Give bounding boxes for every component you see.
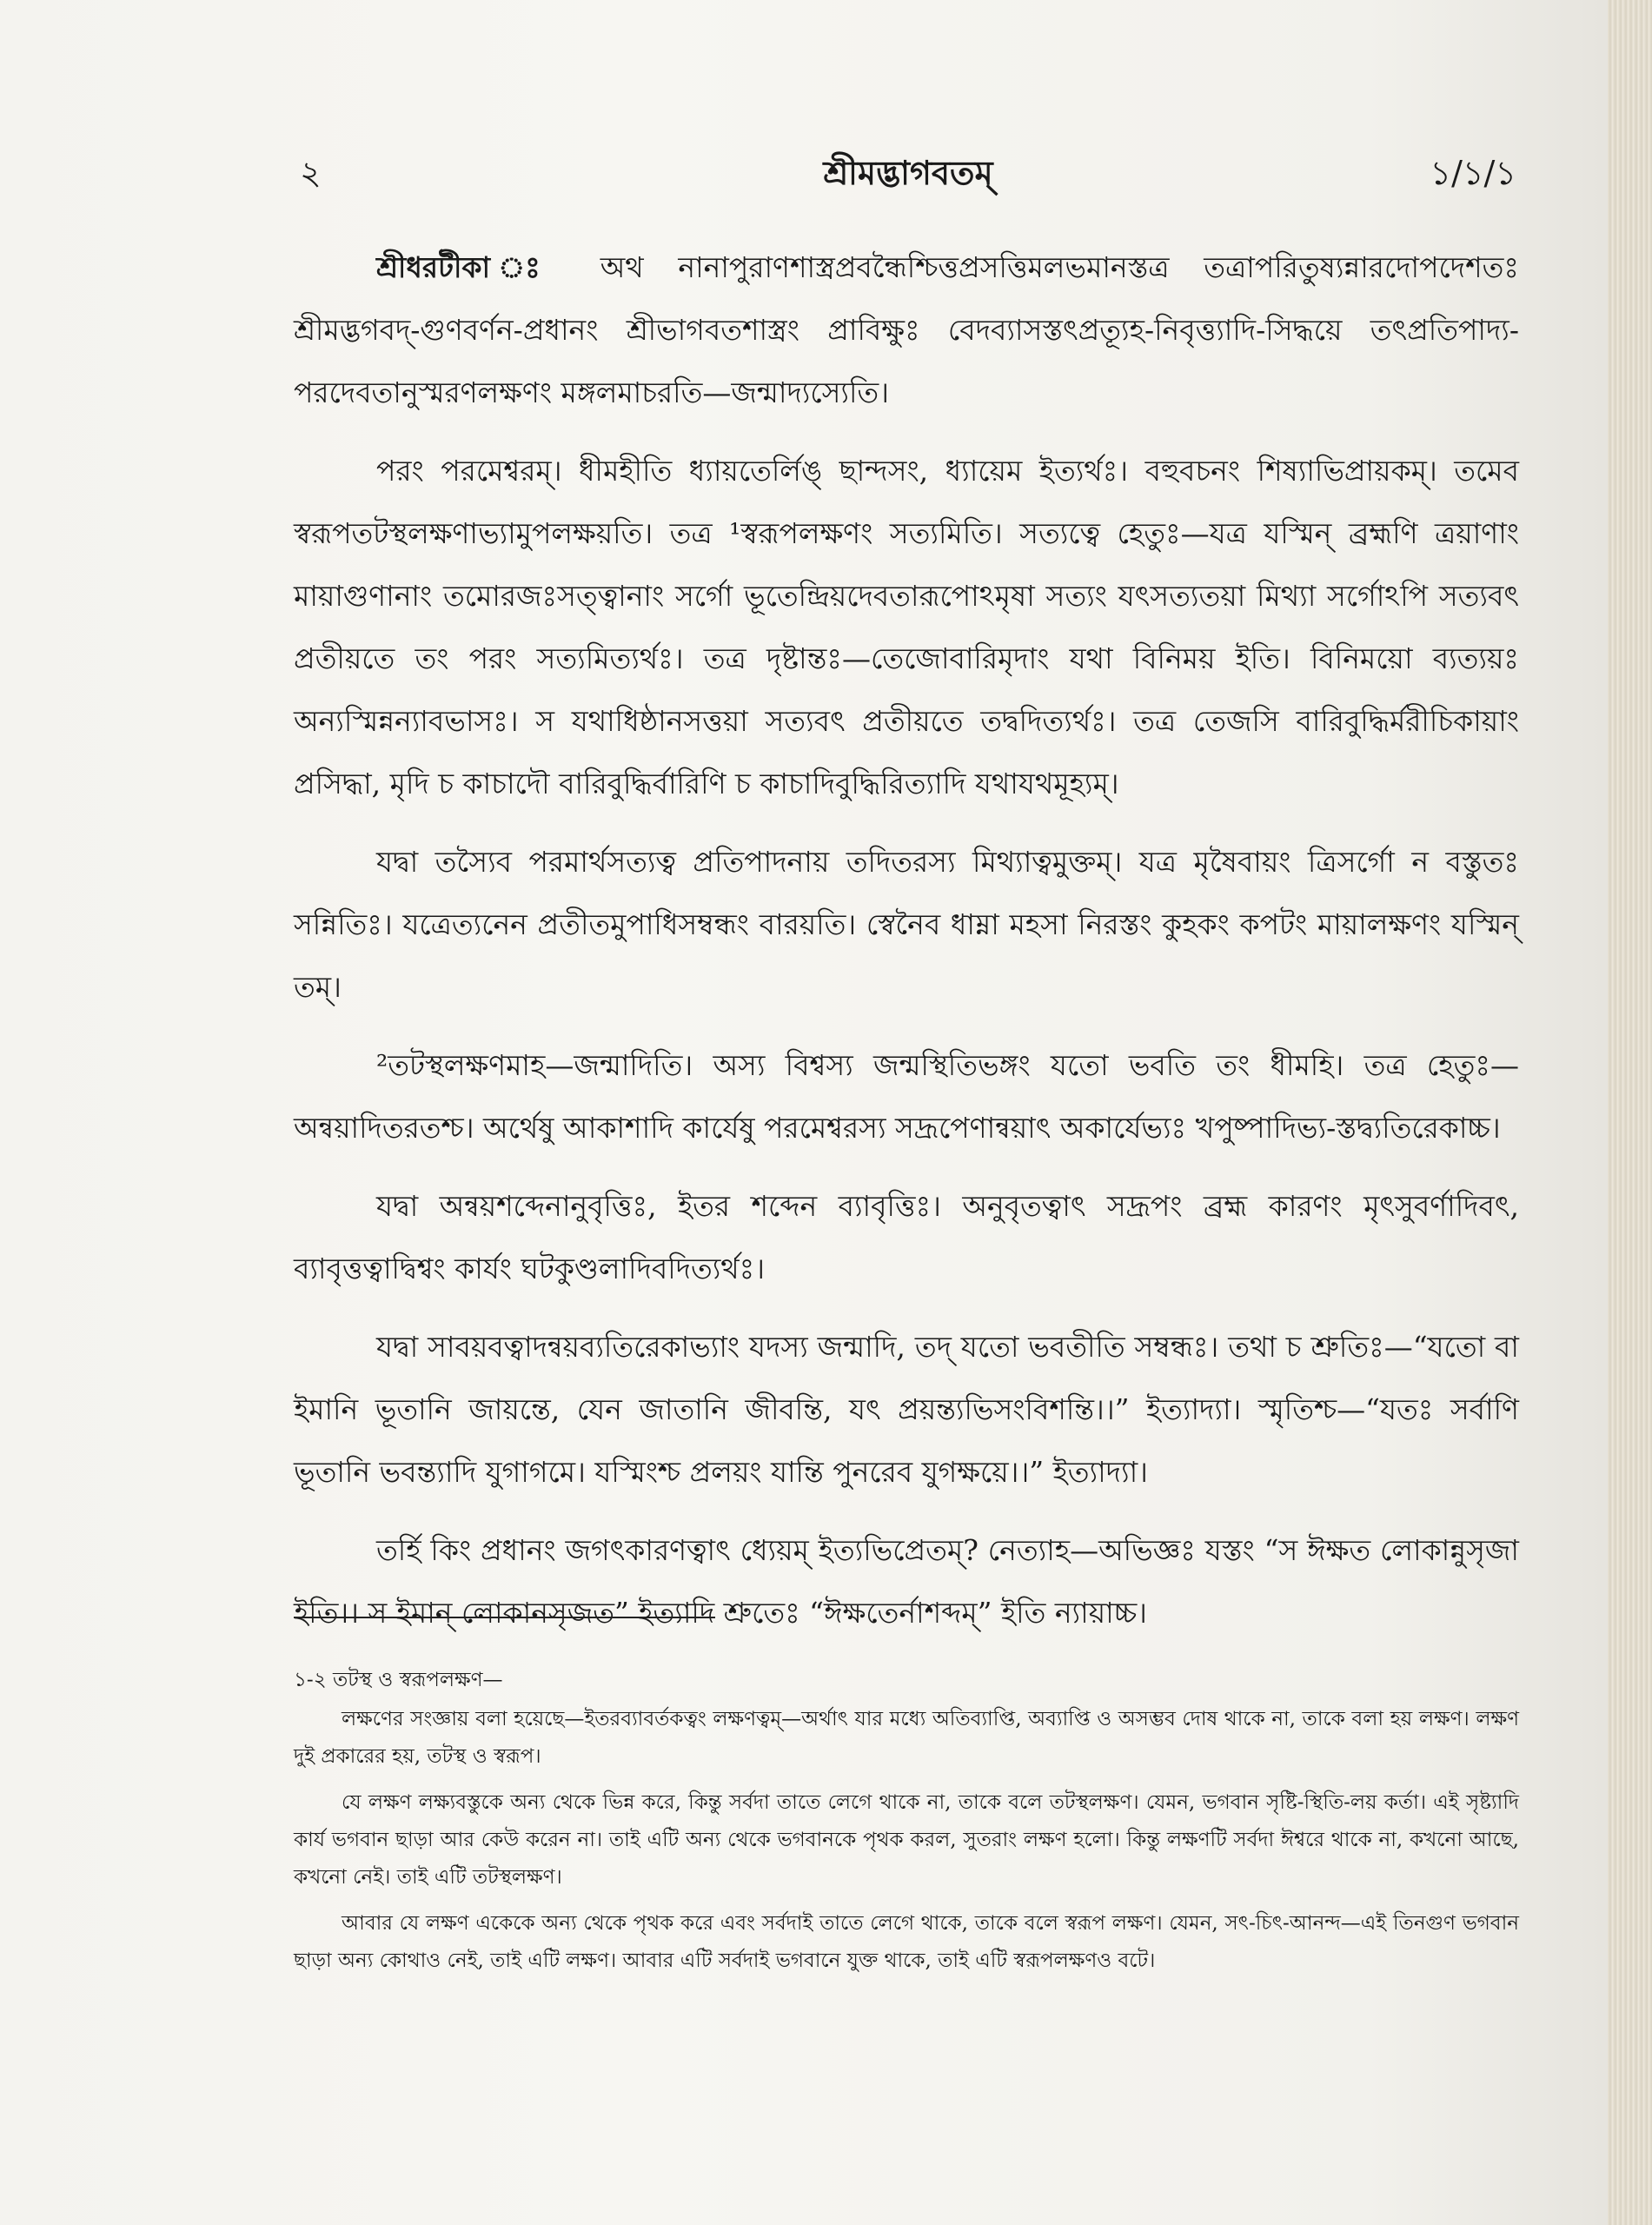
page-header — [300, 148, 1516, 200]
commentary-paragraph — [294, 236, 1519, 424]
commentary-body — [294, 236, 1519, 1660]
commentary-paragraph: যদ্বা অন্বয়শব্দেনানুবৃত্তিঃ, ইতর শব্দেন ব্যাবৃত্তিঃ। অনুবৃতত্বাৎ সদ্রূপং ব্রহ্ম কারণং মৃৎসুবর্ণাদিবৎ, ব্যাবৃত্তত্বাদ্বিশ্বং কার্যং ঘটকুণ্ডলাদিবদিত্যর্থঃ। — [294, 1189, 1519, 1285]
page-stack-edge — [1608, 0, 1652, 2225]
commentary-label: শ্রীধরটীকা ঃ — [376, 250, 566, 284]
commentary-text: অথ নানাপুরাণশাস্ত্রপ্রবন্ধৈশ্চিত্তপ্রসত্তিমলভমানস্তত্র তত্রাপরিতুষ্যন্নারদোপদেশতঃ শ্রীমদ্ভগবদ্-গুণবর্ণন-প্রধানং শ্রীভাগবতশাস্ত্রং প্রাবিক্ষুঃ বেদব্যাসস্তৎপ্রত্যূহ-নিবৃত্ত্যাদি-সিদ্ধয়ে তৎপ্রতিপাদ্য-পরদেবতানুস্মরণলক্ষণং মঙ্গলমাচরতি—জন্মাদ্যস্যেতি। — [294, 250, 1519, 409]
footnote-divider — [294, 1617, 715, 1618]
commentary-paragraph: পরং পরমেশ্বরম্। ধীমহীতি ধ্যায়তের্লিঙ্ ছান্দসং, ধ্যায়েম ইত্যর্থঃ। বহুবচনং শিষ্যাভিপ্রায়কম্। তমেব স্বরূপতটস্থলক্ষণাভ্যামুপলক্ষয়তি। তত্র ¹স্বরূপলক্ষণং সত্যমিতি। সত্যত্বে হেতুঃ—যত্র যস্মিন্ ব্রহ্মণি ত্রয়াণাং মায়াগুণানাং তমোরজঃসত্ত্বানাং সর্গো ভূতেন্দ্রিয়দেবতারূপোঽমৃষা সত্যং যৎসত্যতয়া মিথ্যা সর্গোঽপি সত্যবৎ প্রতীয়তে তং পরং সত্যমিত্যর্থঃ। তত্র দৃষ্টান্তঃ—তেজোবারিমৃদাং যথা বিনিময় ইতি। বিনিময়ো ব্যত্যয়ঃ অন্যস্মিন্নন্যাবভাসঃ। স যথাধিষ্ঠানসত্তয়া সত্যবৎ প্রতীয়তে তদ্বদিত্যর্থঃ। তত্র তেজসি বারিবুদ্ধির্মরীচিকায়াং প্রসিদ্ধা, মৃদি চ কাচাদৌ বারিবুদ্ধির্বারিণি চ কাচাদিবুদ্ধিরিত্যাদি যথাযথমূহ্যম্। — [294, 454, 1519, 800]
page-number: ২ — [300, 154, 322, 192]
commentary-paragraph: তর্হি কিং প্রধানং জগৎকারণত্বাৎ ধ্যেয়ম্ ইত্যভিপ্রেতম্? নেত্যাহ—অভিজ্ঞঃ যস্তং “স ঈক্ষত লোকান্নুসৃজা ইতি।। স ইমান্ লোকানসৃজত” ইত্যাদি শ্রুতেঃ “ঈক্ষতের্নাশব্দম্” ইতি ন্যায়াচ্চ। — [294, 1533, 1519, 1630]
commentary-paragraph: যদ্বা তস্যৈব পরমার্থসত্যত্ব প্রতিপাদনায় তদিতরস্য মিথ্যাত্বমুক্তম্। যত্র মৃষৈবায়ং ত্রিসর্গো ন বস্তুতঃ সন্নিতিঃ। যত্রেত্যনেন প্রতীতমুপাধিসম্বন্ধং বারয়তি। স্বেনৈব ধাম্না মহসা নিরস্তং কুহকং কপটং মায়ালক্ষণং যস্মিন্ তম্। — [294, 845, 1519, 1004]
commentary-paragraph: যদ্বা সাবয়বত্বাদন্বয়ব্যতিরেকাভ্যাং যদস্য জন্মাদি, তদ্ যতো ভবতীতি সম্বন্ধঃ। তথা চ শ্রুতিঃ—“যতো বা ইমানি ভূতানি জায়ন্তে, যেন জাতানি জীবন্তি, যৎ প্রয়ন্ত্যভিসংবিশন্তি।।” ইত্যাদ্যা। স্মৃতিশ্চ—“যতঃ সর্বাণি ভূতানি ভবন্ত্যাদি যুগাগমে। যস্মিংশ্চ প্রলয়ং যান্তি পুনরেব যুগক্ষয়ে।।” ইত্যাদ্যা। — [294, 1330, 1519, 1489]
footnote-paragraph: যে লক্ষণ লক্ষ্যবস্তুকে অন্য থেকে ভিন্ন করে, কিন্তু সর্বদা তাতে লেগে থাকে না, তাকে বলে তটস্থলক্ষণ। যেমন, ভগবান সৃষ্টি-স্থিতি-লয় কর্তা। এই সৃষ্ট্যাদি কার্য ভগবান ছাড়া আর কেউ করেন না। তাই এটি অন্য থেকে ভগবানকে পৃথক করল, সুতরাং লক্ষণ হলো। কিন্তু লক্ষণটি সর্বদা ঈশ্বরে থাকে না, কখনো আছে, কখনো নেই। তাই এটি তটস্থলক্ষণ। — [294, 1791, 1519, 1889]
footnote-heading: ১-২ তটস্থ ও স্বরূপলক্ষণ— — [294, 1669, 503, 1691]
footnote-paragraph: লক্ষণের সংজ্ঞায় বলা হয়েছে—ইতরব্যাবর্তকত্বং লক্ষণত্বম্—অর্থাৎ যার মধ্যে অতিব্যাপ্তি, অব্যাপ্তি ও অসম্ভব দোষ থাকে না, তাকে বলা হয় লক্ষণ। লক্ষণ দুই প্রকারের হয়, তটস্থ ও স্বরূপ। — [294, 1708, 1519, 1768]
verse-reference: ১/১/১ — [1430, 154, 1516, 192]
running-title: শ্রীমদ্ভাগবতম্ — [823, 153, 993, 192]
footnotes — [294, 1662, 1519, 1989]
footnote-paragraph: আবার যে লক্ষণ একেকে অন্য থেকে পৃথক করে এবং সর্বদাই তাতে লেগে থাকে, তাকে বলে স্বরূপ লক্ষণ। যেমন, সৎ-চিৎ-আনন্দ—এই তিনগুণ ভগবান ছাড়া অন্য কোথাও নেই, তাই এটি লক্ষণ। আবার এটি সর্বদাই ভগবানে যুক্ত থাকে, তাই এটি স্বরূপলক্ষণও বটে। — [294, 1912, 1519, 1972]
commentary-paragraph: ²তটস্থলক্ষণমাহ—জন্মাদিতি। অস্য বিশ্বস্য জন্মস্থিতিভঙ্গং যতো ভবতি তং ধীমহি। তত্র হেতুঃ—অন্বয়াদিতরতশ্চ। অর্থেষু আকাশাদি কার্যেষু পরমেশ্বরস্য সদ্রূপেণান্বয়াৎ অকার্যেভ্যঃ খপুষ্পাদিভ্য-স্তদ্ব্যতিরেকাচ্চ। — [294, 1048, 1519, 1145]
